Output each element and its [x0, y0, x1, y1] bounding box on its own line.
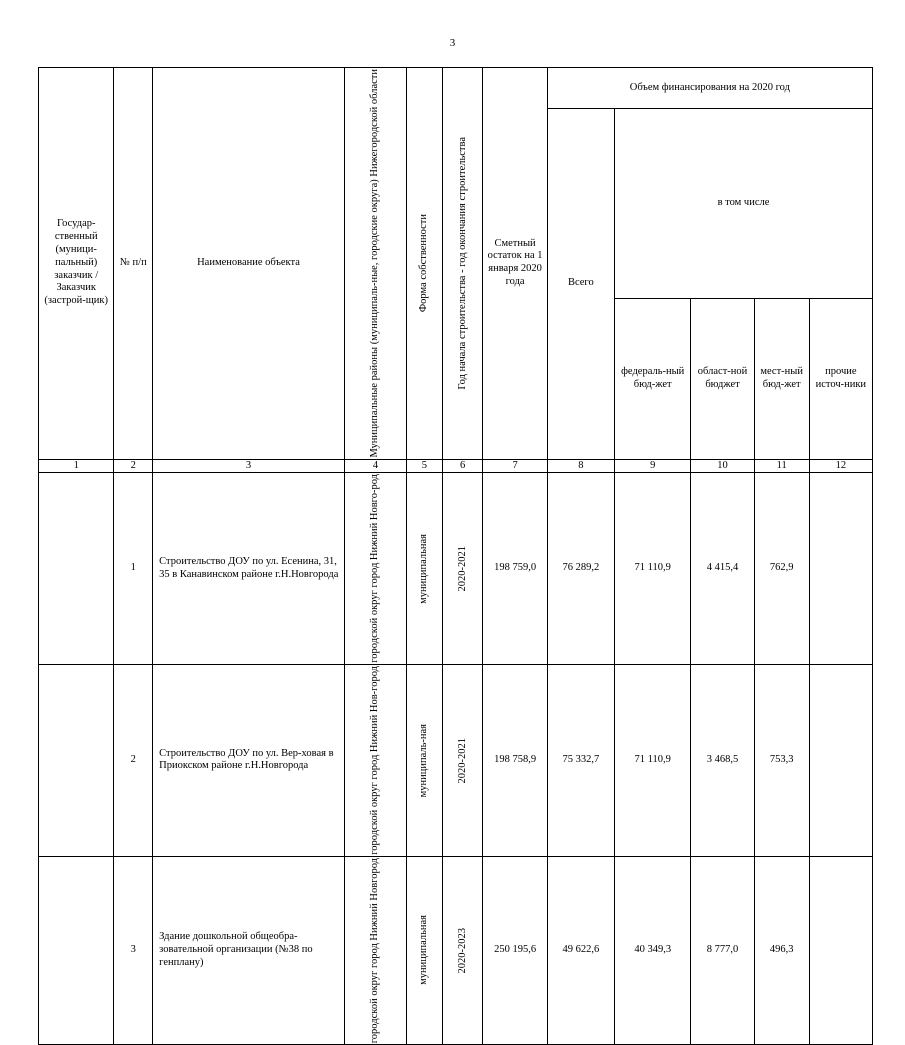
column-number: 12 — [809, 459, 872, 473]
cell-years — [442, 856, 483, 1044]
cell-number: 3 — [114, 856, 153, 1044]
cell-regional: 4 415,4 — [691, 473, 754, 665]
cell-local: 753,3 — [754, 665, 809, 857]
header-local: мест-ный бюд-жет — [754, 298, 809, 459]
column-number: 6 — [442, 459, 483, 473]
cell-years-text: 2020-2021 — [456, 737, 468, 784]
header-including: в том числе — [614, 109, 872, 299]
header-financing: Объем финансирования на 2020 год — [547, 68, 872, 109]
cell-years-text: 2020-2021 — [456, 545, 468, 592]
header-ownership — [407, 68, 443, 460]
cell-ownership-text: муниципальная — [418, 915, 430, 986]
cell-total: 49 622,6 — [547, 856, 614, 1044]
header-ownership-text: Форма собственности — [418, 214, 430, 313]
header-object-name: Наименование объекта — [153, 68, 345, 460]
table-row — [39, 665, 873, 857]
cell-balance: 250 195,6 — [483, 856, 547, 1044]
cell-ownership — [407, 856, 443, 1044]
cell-municipality-text: городской округ город Нижний Новго-род — [369, 474, 381, 664]
column-number: 10 — [691, 459, 754, 473]
cell-local: 762,9 — [754, 473, 809, 665]
column-number: 7 — [483, 459, 547, 473]
cell-object-name: Строительство ДОУ по ул. Есенина, 31, 35 в Канавинском районе г.Н.Новгорода — [153, 473, 345, 665]
column-number: 1 — [39, 459, 114, 473]
cell-other — [809, 665, 872, 857]
header-years-text: Год начала строительства - год окончания строительства — [456, 137, 468, 390]
cell-years — [442, 665, 483, 857]
column-number: 4 — [344, 459, 406, 473]
cell-total: 75 332,7 — [547, 665, 614, 857]
cell-regional: 3 468,5 — [691, 665, 754, 857]
column-number: 5 — [407, 459, 443, 473]
cell-number: 1 — [114, 473, 153, 665]
cell-number: 2 — [114, 665, 153, 857]
column-number-row — [39, 459, 873, 473]
page-number: 3 — [449, 37, 456, 49]
cell-ownership-text: муниципальная — [418, 533, 430, 604]
column-number: 2 — [114, 459, 153, 473]
column-number: 9 — [614, 459, 690, 473]
cell-ownership — [407, 665, 443, 857]
header-municipality — [344, 68, 406, 460]
column-number: 11 — [754, 459, 809, 473]
cell-balance: 198 758,9 — [483, 665, 547, 857]
header-total: Всего — [547, 109, 614, 460]
cell-customer — [39, 473, 114, 665]
cell-balance: 198 759,0 — [483, 473, 547, 665]
cell-municipality-text: городской округ город Нижний Нов-город — [369, 666, 381, 855]
cell-municipality — [344, 856, 406, 1044]
cell-regional: 8 777,0 — [691, 856, 754, 1044]
cell-years-text: 2020-2023 — [456, 927, 468, 974]
cell-customer — [39, 665, 114, 857]
cell-other — [809, 473, 872, 665]
header-balance: Сметный остаток на 1 января 2020 года — [483, 68, 547, 460]
cell-federal: 71 110,9 — [614, 665, 690, 857]
header-other: прочие источ-ники — [809, 298, 872, 459]
cell-municipality-text: городской округ город Нижний Новгород — [369, 857, 381, 1044]
header-regional: област-ной бюджет — [691, 298, 754, 459]
cell-federal: 40 349,3 — [614, 856, 690, 1044]
cell-object-name: Здание дошкольной общеобра-зовательной организации (№38 по генплану) — [153, 856, 345, 1044]
cell-total: 76 289,2 — [547, 473, 614, 665]
cell-municipality — [344, 665, 406, 857]
cell-years — [442, 473, 483, 665]
cell-ownership-text: муниципаль-ная — [418, 723, 430, 798]
cell-municipality — [344, 473, 406, 665]
cell-ownership — [407, 473, 443, 665]
cell-customer — [39, 856, 114, 1044]
table-row — [39, 473, 873, 665]
cell-other — [809, 856, 872, 1044]
financing-table — [38, 67, 873, 1045]
header-municipality-text: Муниципальные районы (муниципаль-ные, городские округа) Нижегородской области — [369, 69, 381, 458]
header-federal: федераль-ный бюд-жет — [614, 298, 690, 459]
table-row — [39, 856, 873, 1044]
header-number: № п/п — [114, 68, 153, 460]
cell-local: 496,3 — [754, 856, 809, 1044]
column-number: 3 — [153, 459, 345, 473]
column-number: 8 — [547, 459, 614, 473]
header-years — [442, 68, 483, 460]
header-customer: Государ-ственный (муници-пальный) заказчик / Заказчик (застрой-щик) — [39, 68, 114, 460]
cell-federal: 71 110,9 — [614, 473, 690, 665]
cell-object-name: Строительство ДОУ по ул. Вер-ховая в Приокском районе г.Н.Новгорода — [153, 665, 345, 857]
